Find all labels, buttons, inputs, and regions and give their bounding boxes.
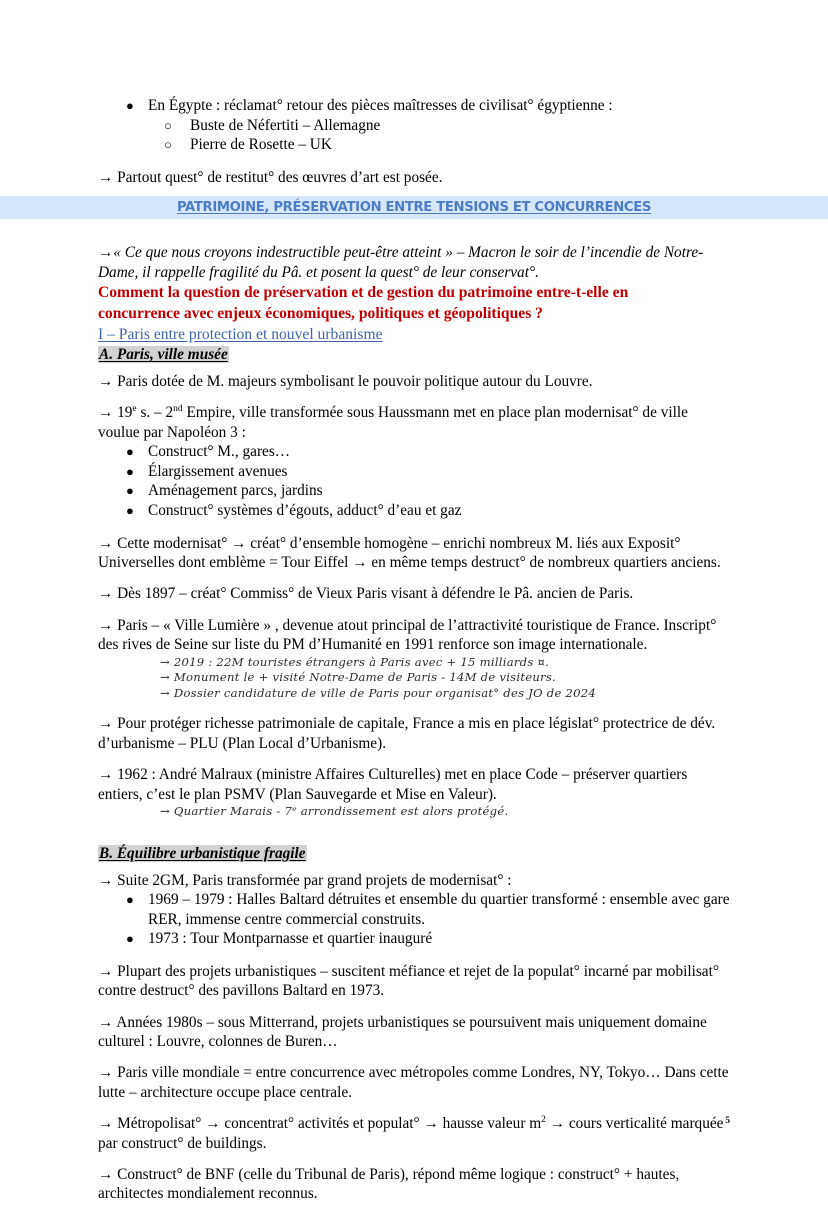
list-item (98, 890, 730, 929)
arrow-icon: → (98, 616, 114, 634)
list-item (98, 135, 730, 155)
paragraph-a7 (98, 765, 730, 804)
bullet-filled-icon: ● (126, 503, 134, 518)
list-item (98, 501, 730, 521)
paragraph-text: Partout quest° de restitut° des œuvres d’art est posée. (117, 168, 443, 186)
list-item (98, 116, 730, 136)
problematique (98, 282, 730, 324)
superscript-squared: 2 (541, 1115, 546, 1126)
arrow-icon: → (98, 766, 114, 784)
heading-section-b (98, 844, 730, 864)
bullet-filled-icon: ● (126, 98, 134, 113)
list-item (98, 481, 730, 501)
egypt-sub-bullet-list (98, 116, 730, 155)
problematique-line-2: concurrence avec enjeux économiques, politiques et géopolitiques ? (98, 305, 543, 322)
paragraph-a4 (98, 584, 730, 603)
section-banner-title: PATRIMOINE, PRÉSERVATION ENTRE TENSIONS ET CONCURRENCES (176, 200, 652, 215)
arrow-icon: → (98, 585, 114, 603)
heading-section-b-label: B. Équilibre urbanistique fragile (99, 844, 306, 862)
paragraph-a1 (98, 372, 730, 391)
script-note: → Dossier candidature de ville de Paris pour organisat° des JO de 2024 (160, 685, 597, 700)
script-note: → Quartier Marais - 7ᵉ arrondissement est alors protégé. (160, 804, 509, 819)
heading-section-a (98, 345, 730, 365)
paragraph-restitution (98, 168, 730, 187)
list-item-label: Construct° M., gares… (148, 443, 291, 461)
superscript-e: e (132, 404, 137, 415)
paragraph-text-pre: Métropolisat° → concentrat° activités et populat° → hausse valeur m (117, 1115, 542, 1133)
paragraph-text: Paris dotée de M. majeurs symbolisant le pouvoir politique autour du Louvre. (117, 373, 593, 390)
egypt-bullet-list (98, 96, 730, 116)
arrow-icon: → (98, 1166, 114, 1184)
script-notes-tourism (98, 655, 730, 702)
arrow-icon: → (98, 871, 114, 889)
arrow-icon: → (98, 1064, 114, 1082)
bullet-filled-icon: ● (126, 444, 134, 460)
bullet-filled-icon: ● (126, 892, 134, 908)
modernisation-bullet-list (98, 890, 730, 949)
paragraph-text: Dès 1897 – créat° Commiss° de Vieux Paris visant à défendre le Pâ. ancien de Paris. (117, 585, 634, 603)
bullet-hollow-icon: ○ (164, 117, 172, 133)
bullet-filled-icon: ● (126, 463, 134, 479)
paragraph-text-mid: s. – 2 (136, 404, 174, 422)
paragraph-b3 (98, 1013, 730, 1052)
paragraph-text-post: Empire, ville transformée sous Haussmann met en place plan modernisat° de ville voulue par Napoléon 3 : (98, 404, 688, 441)
paragraph-b4 (98, 1063, 730, 1102)
arrow-icon: → (98, 534, 114, 552)
arrow-icon: → (98, 1013, 114, 1031)
paragraph-text: Suite 2GM, Paris transformée par grand projets de modernisat° : (117, 871, 512, 889)
spacer (98, 701, 730, 714)
list-item-label: Aménagement parcs, jardins (148, 482, 323, 500)
list-item (98, 462, 730, 482)
paragraph-text-post: → cours verticalité marquée par construct° de buildings. (98, 1115, 724, 1152)
paragraph-a3 (98, 534, 730, 573)
list-item (98, 929, 730, 949)
arrow-icon: → (98, 168, 114, 186)
paragraph-text: 1962 : André Malraux (ministre Affaires Culturelles) met en place Code – préserver quartiers entiers, c’est le plan PSMV (Plan Sauvegarde et Mise en Valeur). (98, 766, 688, 803)
list-item-label: En Égypte : réclamat° retour des pièces maîtresses de civilisat° égyptienne : (148, 97, 613, 114)
bullet-hollow-icon: ○ (164, 137, 172, 153)
quote-line-1: « Ce que nous croyons indestructible peut-être atteint » – Macron le soir de l’incendie de Notre- (113, 244, 704, 262)
paragraph-text: Plupart des projets urbanistiques – suscitent méfiance et rejet de la populat° incarné par mobilisat° contre destruct° des pavillons Baltard en 1973. (98, 962, 719, 1000)
heading-section-a-label: A. Paris, ville musée (99, 346, 228, 363)
list-item (98, 442, 730, 462)
list-item-label: Construct° systèmes d’égouts, adduct° d’eau et gaz (148, 502, 462, 519)
arrow-icon: → (98, 1115, 114, 1133)
paragraph-text: Cette modernisat° → créat° d’ensemble homogène – enrichi nombreux M. liés aux Exposit° Universelles dont emblème = Tour Eiffel → en même temps destruct° de nombreux quartiers anciens. (98, 534, 721, 571)
list-item (98, 96, 730, 116)
spacer (98, 365, 730, 372)
superscript-nd: nd (173, 404, 183, 415)
bullet-filled-icon: ● (126, 483, 134, 499)
page-number: 5 (725, 1116, 730, 1126)
paragraph-text: Paris – « Ville Lumière » , devenue atout principal de l’attractivité touristique de France. Inscript° des rives de Seine sur liste du PM d’Humanité en 1991 renforce son image internationale. (98, 616, 717, 654)
paragraph-b1 (98, 871, 730, 890)
haussmann-bullet-list (98, 442, 730, 520)
paragraph-text: Construct° de BNF (celle du Tribunal de Paris), répond même logique : construct° + hautes, architectes mondialement reconnus. (98, 1166, 680, 1203)
paragraph-text: Pour protéger richesse patrimoniale de capitale, France a mis en place législat° protectrice de dév. d’urbanisme – PLU (Plan Local d’Urbanisme). (98, 715, 716, 752)
bullet-filled-icon: ● (126, 931, 134, 947)
list-item-label: 1973 : Tour Montparnasse et quartier inauguré (148, 930, 433, 948)
quote-line-2: Dame, il rappelle fragilité du Pâ. et posent la quest° de leur conservat°. (98, 263, 539, 281)
arrow-icon: → (98, 373, 114, 390)
heading-part-i: I – Paris entre protection et nouvel urbanisme (98, 326, 383, 343)
spacer (98, 864, 730, 871)
arrow-icon: → (98, 244, 114, 262)
script-note: → Monument le + visité Notre-Dame de Paris - 14M de visiteurs. (160, 670, 556, 685)
list-item-label: Élargissement avenues (148, 462, 288, 480)
spacer (98, 949, 730, 962)
paragraph-text: Années 1980s – sous Mitterrand, projets urbanistiques se poursuivent mais uniquement domaine culturel : Louvre, colonnes de Buren… (98, 1013, 707, 1051)
paragraph-b5 (98, 1114, 730, 1153)
spacer (98, 155, 730, 168)
list-item-label: 1969 – 1979 : Halles Baltard détruites et ensemble du quartier transformé : ensemble avec gare RER, immense centre commercial construits. (148, 891, 730, 928)
paragraph-b2 (98, 962, 730, 1001)
paragraph-a6 (98, 714, 730, 753)
list-item-label: Buste de Néfertiti – Allemagne (190, 116, 381, 134)
list-item-label: Pierre de Rosette – UK (190, 136, 332, 154)
paragraph-text-pre: 19 (117, 404, 133, 422)
arrow-icon: → (98, 404, 114, 422)
problematique-line-1: Comment la question de préservation et de gestion du patrimoine entre-t-elle en (98, 284, 629, 301)
script-notes-marais (98, 804, 730, 820)
paragraph-text: Paris ville mondiale = entre concurrence avec métropoles comme Londres, NY, Tokyo… Dans cette lutte – architecture occupe place centrale. (98, 1064, 729, 1101)
spacer (98, 820, 730, 844)
script-note: → 2019 : 22M touristes étrangers à Paris avec + 15 milliards ¤. (160, 654, 550, 669)
spacer (98, 521, 730, 534)
paragraph-a2 (98, 403, 730, 442)
banner-spacer (98, 199, 730, 243)
paragraph-a5 (98, 616, 730, 655)
document-content (98, 96, 730, 1216)
arrow-icon: → (98, 962, 114, 980)
arrow-icon: → (98, 715, 114, 733)
macron-quote (98, 243, 730, 282)
